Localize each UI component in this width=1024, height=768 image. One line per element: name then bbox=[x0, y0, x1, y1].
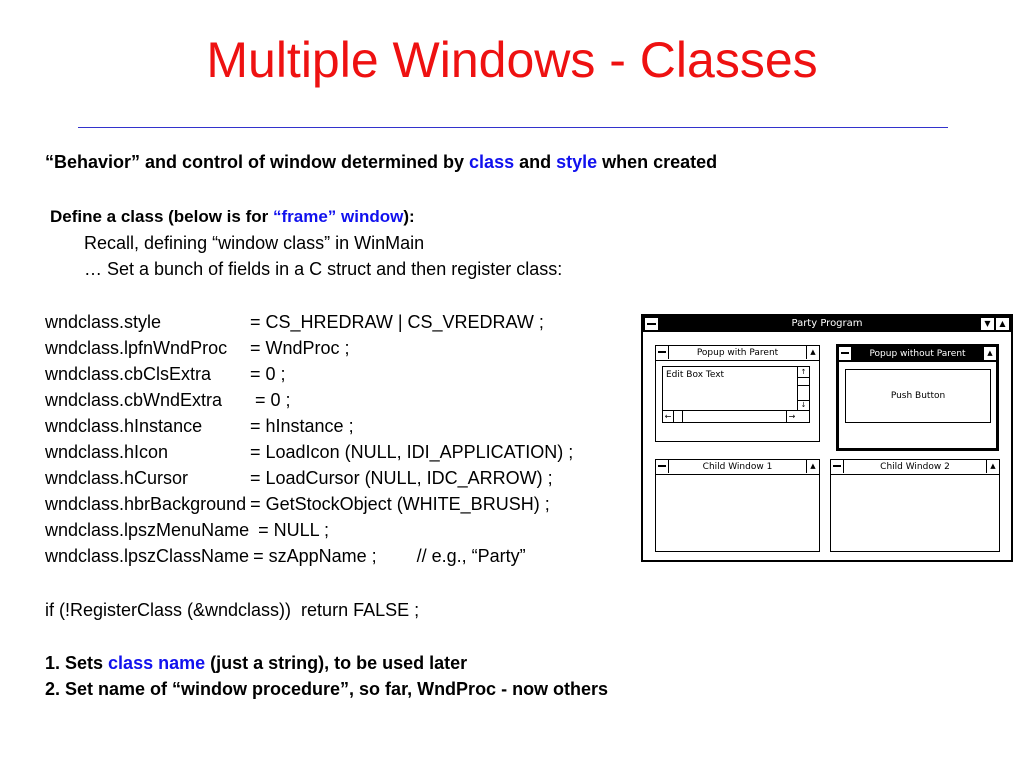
scroll-left-icon: ← bbox=[663, 411, 674, 422]
title-divider bbox=[78, 127, 948, 128]
note-1-prefix: 1. Sets bbox=[45, 653, 109, 673]
code-line bbox=[45, 311, 544, 333]
child-window-1-title: Child Window 1 bbox=[702, 462, 773, 472]
code-lhs: wndclass.lpfnWndProc bbox=[45, 338, 228, 358]
child-window-1-title-bar bbox=[656, 460, 819, 475]
code-rhs: = szAppName ; // e.g., “Party” bbox=[253, 546, 526, 566]
code-line bbox=[45, 415, 354, 437]
define-part1: Define a class (below is for bbox=[50, 207, 273, 226]
hscroll-thumb bbox=[674, 411, 683, 422]
frame-title: Party Program bbox=[791, 318, 863, 329]
code-lhs: wndclass.hbrBackground bbox=[45, 494, 247, 514]
code-line bbox=[45, 441, 573, 463]
push-button: Push Button bbox=[845, 369, 991, 423]
maximize-icon: ▲ bbox=[995, 317, 1010, 331]
code-lhs: wndclass.style bbox=[45, 312, 162, 332]
popup-with-parent-maximize-icon: ▲ bbox=[806, 346, 819, 359]
child-window-2-title-bar bbox=[831, 460, 999, 475]
code-line bbox=[45, 337, 350, 359]
popup-without-parent-title-bar bbox=[839, 347, 996, 362]
popup-without-parent-system-icon bbox=[839, 347, 852, 360]
code-lhs: wndclass.lpszClassName bbox=[45, 546, 250, 566]
code-lhs: wndclass.cbWndExtra bbox=[45, 390, 223, 410]
scroll-right-icon: → bbox=[786, 411, 797, 422]
note-1-suffix: (just a string), to be used later bbox=[205, 653, 468, 673]
popup-without-parent-window bbox=[836, 344, 999, 451]
code-rhs: = hInstance ; bbox=[250, 416, 354, 436]
popup-with-parent-title-bar bbox=[656, 346, 819, 361]
child-window-1-maximize-icon: ▲ bbox=[806, 460, 819, 473]
minimize-icon: ▼ bbox=[980, 317, 995, 331]
code-lhs: wndclass.hIcon bbox=[45, 442, 169, 462]
intro-and-word: and bbox=[514, 152, 557, 172]
intro-class-word: class bbox=[469, 152, 515, 172]
scroll-up-icon: ↑ bbox=[798, 367, 809, 378]
code-line bbox=[45, 493, 550, 515]
note-1 bbox=[45, 652, 467, 674]
popup-with-parent-window bbox=[655, 345, 820, 442]
define-part2: ): bbox=[403, 207, 415, 226]
slide-title: Multiple Windows - Classes bbox=[206, 32, 818, 88]
popup-with-parent-title: Popup with Parent bbox=[696, 348, 779, 358]
scroll-down-icon: ↓ bbox=[798, 400, 809, 410]
code-line bbox=[45, 545, 526, 567]
child-window-2-maximize-icon: ▲ bbox=[986, 460, 999, 473]
window-diagram bbox=[641, 314, 1013, 562]
code-rhs: = NULL ; bbox=[253, 520, 329, 540]
child-window-2 bbox=[830, 459, 1000, 552]
register-line: if (!RegisterClass (&wndclass)) return FALSE ; bbox=[45, 600, 420, 620]
code-lhs: wndclass.hCursor bbox=[45, 468, 189, 488]
child-window-2-system-icon bbox=[831, 460, 844, 473]
code-rhs: = CS_HREDRAW | CS_VREDRAW ; bbox=[250, 312, 544, 332]
frame-system-menu-icon bbox=[644, 317, 659, 331]
scroll-thumb bbox=[798, 378, 809, 386]
code-rhs: = WndProc ; bbox=[250, 338, 350, 358]
intro-style-word: style bbox=[556, 152, 598, 172]
code-rhs: = LoadCursor (NULL, IDC_ARROW) ; bbox=[250, 468, 553, 488]
recall-line: Recall, defining “window class” in WinMain bbox=[84, 233, 425, 253]
code-rhs: = 0 ; bbox=[250, 390, 291, 410]
code-lhs: wndclass.hInstance bbox=[45, 416, 203, 436]
note-1-class-name: class name bbox=[108, 653, 206, 673]
frame-title-bar bbox=[643, 316, 1011, 332]
code-line bbox=[45, 389, 291, 411]
define-frame-word: “frame” window bbox=[272, 207, 404, 226]
intro-part1: “Behavior” and control of window determined by bbox=[45, 152, 470, 172]
edit-box-text: Edit Box Text bbox=[666, 370, 725, 380]
code-rhs: = 0 ; bbox=[250, 364, 286, 384]
intro-line bbox=[45, 151, 717, 173]
edit-box bbox=[662, 366, 810, 423]
set-fields-line: … Set a bunch of fields in a C struct and then register class: bbox=[84, 259, 563, 279]
code-lhs: wndclass.lpszMenuName bbox=[45, 520, 250, 540]
child-window-1 bbox=[655, 459, 820, 552]
code-lhs: wndclass.cbClsExtra bbox=[45, 364, 212, 384]
child-window-1-system-icon bbox=[656, 460, 669, 473]
edit-box-vscroll bbox=[797, 367, 809, 410]
define-line bbox=[50, 206, 415, 228]
code-rhs: = LoadIcon (NULL, IDI_APPLICATION) ; bbox=[250, 442, 574, 462]
edit-box-hscroll bbox=[663, 410, 809, 422]
code-line bbox=[45, 467, 553, 489]
child-window-2-title: Child Window 2 bbox=[880, 462, 950, 472]
note-2: 2. Set name of “window procedure”, so far, WndProc - now others bbox=[45, 679, 609, 699]
popup-without-parent-maximize-icon: ▲ bbox=[983, 347, 996, 360]
code-line bbox=[45, 363, 286, 385]
code-rhs: = GetStockObject (WHITE_BRUSH) ; bbox=[250, 494, 550, 514]
popup-without-parent-title: Popup without Parent bbox=[869, 349, 966, 359]
intro-part2: when created bbox=[597, 152, 718, 172]
popup-with-parent-system-icon bbox=[656, 346, 669, 359]
code-line bbox=[45, 519, 329, 541]
